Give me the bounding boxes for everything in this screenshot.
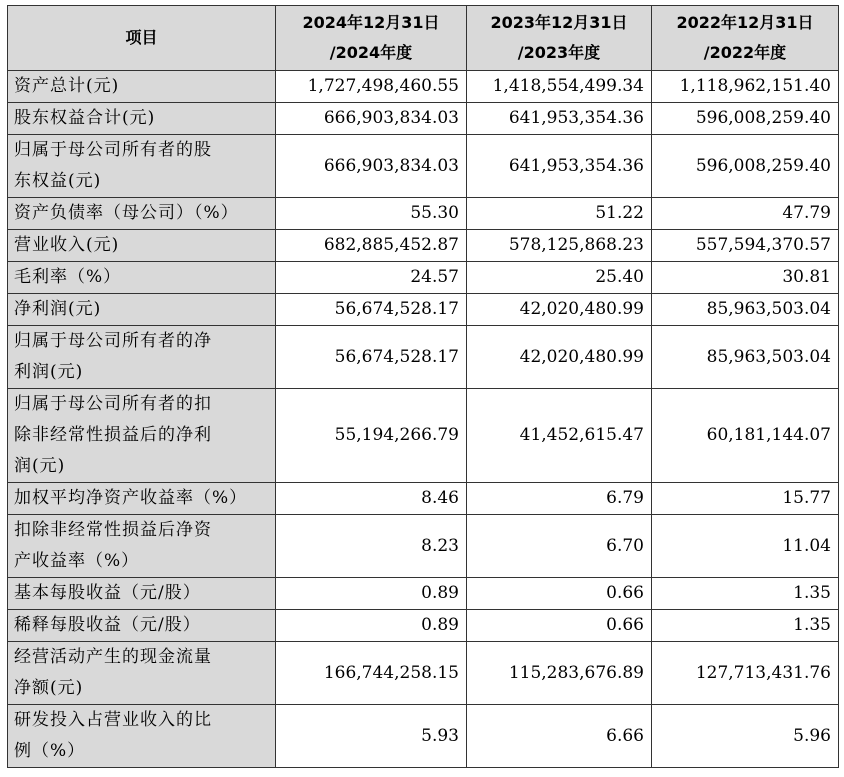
row-label-line: 净额(元) <box>14 678 84 698</box>
header-2024 <box>276 6 467 71</box>
value-2022: 127,713,431.76 <box>652 642 839 705</box>
row-label <box>8 578 276 610</box>
financial-indicators-table <box>7 5 839 768</box>
row-label-line: 东权益(元) <box>14 171 102 191</box>
value-2024: 682,885,452.87 <box>276 230 467 262</box>
value-2022: 30.81 <box>652 262 839 294</box>
value-2022: 85,963,503.04 <box>652 294 839 326</box>
table-row <box>8 71 839 103</box>
value-2023: 51.22 <box>467 198 652 230</box>
table-row <box>8 389 839 483</box>
row-label <box>8 294 276 326</box>
table-row <box>8 230 839 262</box>
value-2024: 0.89 <box>276 610 467 642</box>
row-label-line: 产收益率（%） <box>14 551 140 571</box>
value-2023: 0.66 <box>467 610 652 642</box>
value-2023: 578,125,868.23 <box>467 230 652 262</box>
value-2024: 24.57 <box>276 262 467 294</box>
row-label <box>8 135 276 198</box>
table-row <box>8 483 839 515</box>
header-2022-line2: /2022年度 <box>703 43 787 62</box>
value-2024: 0.89 <box>276 578 467 610</box>
value-2024: 666,903,834.03 <box>276 135 467 198</box>
value-2023: 0.66 <box>467 578 652 610</box>
row-label <box>8 515 276 578</box>
row-label <box>8 262 276 294</box>
value-2023: 6.66 <box>467 705 652 768</box>
value-2024: 1,727,498,460.55 <box>276 71 467 103</box>
value-2022: 47.79 <box>652 198 839 230</box>
row-label <box>8 705 276 768</box>
row-label-line: 毛利率（%） <box>14 267 122 287</box>
row-label-line: 例（%） <box>14 741 86 761</box>
value-2023: 42,020,480.99 <box>467 294 652 326</box>
row-label-line: 经营活动产生的现金流量 <box>14 647 212 667</box>
row-label-line: 扣除非经常性损益后净资 <box>14 520 212 540</box>
row-label-line: 利润(元) <box>14 362 84 382</box>
value-2022: 85,963,503.04 <box>652 326 839 389</box>
header-2024-line2: /2024年度 <box>329 43 413 62</box>
value-2023: 6.70 <box>467 515 652 578</box>
value-2024: 56,674,528.17 <box>276 294 467 326</box>
value-2023: 641,953,354.36 <box>467 103 652 135</box>
value-2023: 41,452,615.47 <box>467 389 652 483</box>
table-row <box>8 326 839 389</box>
value-2023: 1,418,554,499.34 <box>467 71 652 103</box>
row-label-line: 归属于母公司所有者的净 <box>14 331 212 351</box>
table-row <box>8 262 839 294</box>
value-2022: 557,594,370.57 <box>652 230 839 262</box>
row-label <box>8 198 276 230</box>
row-label-line: 基本每股收益（元/股） <box>14 583 201 603</box>
value-2022: 5.96 <box>652 705 839 768</box>
header-2022-line1: 2022年12月31日 <box>676 13 814 32</box>
row-label <box>8 326 276 389</box>
value-2022: 15.77 <box>652 483 839 515</box>
row-label-line: 资产负债率（母公司）（%） <box>14 203 239 223</box>
row-label <box>8 642 276 705</box>
value-2024: 8.23 <box>276 515 467 578</box>
table-row <box>8 515 839 578</box>
row-label <box>8 230 276 262</box>
row-label <box>8 610 276 642</box>
value-2022: 1.35 <box>652 578 839 610</box>
table-row <box>8 135 839 198</box>
value-2022: 596,008,259.40 <box>652 135 839 198</box>
header-2022 <box>652 6 839 71</box>
value-2024: 55,194,266.79 <box>276 389 467 483</box>
header-2023 <box>467 6 652 71</box>
table-row <box>8 198 839 230</box>
table-row <box>8 610 839 642</box>
row-label-line: 稀释每股收益（元/股） <box>14 615 201 635</box>
value-2024: 666,903,834.03 <box>276 103 467 135</box>
row-label <box>8 483 276 515</box>
row-label-line: 净利润(元) <box>14 299 102 319</box>
row-label <box>8 71 276 103</box>
table-row <box>8 103 839 135</box>
row-label-line: 研发投入占营业收入的比 <box>14 710 212 730</box>
value-2022: 596,008,259.40 <box>652 103 839 135</box>
header-2023-line1: 2023年12月31日 <box>490 13 628 32</box>
table-row <box>8 705 839 768</box>
value-2022: 60,181,144.07 <box>652 389 839 483</box>
table-row <box>8 578 839 610</box>
row-label-line: 营业收入(元) <box>14 235 120 255</box>
value-2024: 56,674,528.17 <box>276 326 467 389</box>
header-2024-line1: 2024年12月31日 <box>302 13 440 32</box>
value-2024: 5.93 <box>276 705 467 768</box>
value-2022: 1,118,962,151.40 <box>652 71 839 103</box>
row-label-line: 股东权益合计(元) <box>14 108 156 128</box>
value-2023: 6.79 <box>467 483 652 515</box>
value-2022: 1.35 <box>652 610 839 642</box>
value-2022: 11.04 <box>652 515 839 578</box>
row-label-line: 润(元) <box>14 456 66 476</box>
value-2024: 55.30 <box>276 198 467 230</box>
row-label-line: 归属于母公司所有者的股 <box>14 140 212 160</box>
value-2023: 25.40 <box>467 262 652 294</box>
row-label-line: 资产总计(元) <box>14 76 120 96</box>
header-item: 项目 <box>8 6 276 71</box>
row-label-line: 归属于母公司所有者的扣 <box>14 394 212 414</box>
value-2023: 641,953,354.36 <box>467 135 652 198</box>
row-label-line: 除非经常性损益后的净利 <box>14 425 212 445</box>
value-2023: 42,020,480.99 <box>467 326 652 389</box>
value-2023: 115,283,676.89 <box>467 642 652 705</box>
row-label <box>8 389 276 483</box>
table-row <box>8 642 839 705</box>
header-row <box>8 6 839 71</box>
row-label <box>8 103 276 135</box>
table-row <box>8 294 839 326</box>
header-2023-line2: /2023年度 <box>517 43 601 62</box>
value-2024: 8.46 <box>276 483 467 515</box>
row-label-line: 加权平均净资产收益率（%） <box>14 488 248 508</box>
value-2024: 166,744,258.15 <box>276 642 467 705</box>
